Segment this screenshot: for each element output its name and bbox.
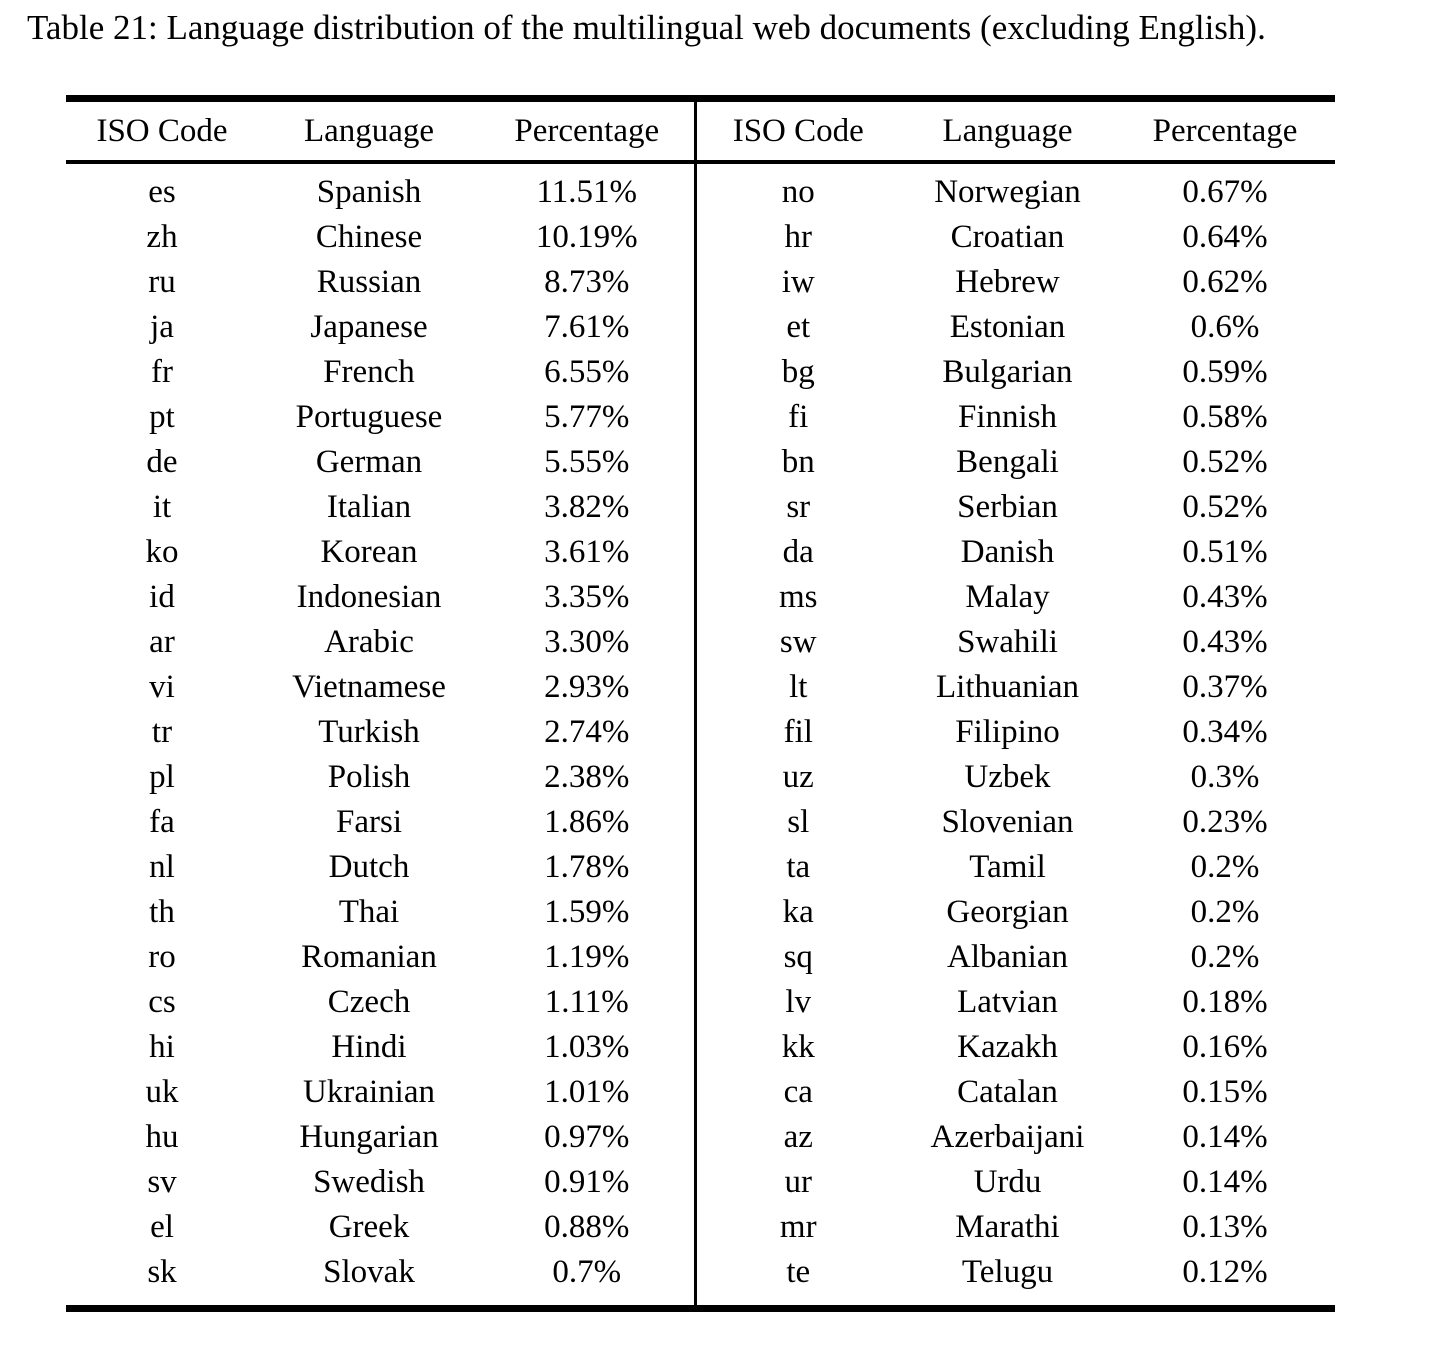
iso-code-cell: fa bbox=[149, 804, 175, 840]
language-cell: Finnish bbox=[957, 399, 1058, 435]
table-row bbox=[66, 890, 1335, 935]
language-cell: Ukrainian bbox=[303, 1074, 435, 1110]
header-percentage-left: Percentage bbox=[480, 99, 695, 163]
table-row bbox=[66, 1070, 1335, 1115]
language-cell: Uzbek bbox=[964, 759, 1051, 795]
table-row bbox=[66, 665, 1335, 710]
percentage-cell: 10.19% bbox=[535, 219, 638, 255]
percentage-cell: 5.55% bbox=[544, 444, 630, 480]
iso-code-cell: hr bbox=[695, 215, 900, 260]
percentage-cell: 0.14% bbox=[1182, 1119, 1268, 1155]
language-cell: Greek bbox=[328, 1209, 410, 1245]
iso-code-cell: ko bbox=[145, 534, 179, 570]
iso-code-cell: sl bbox=[695, 800, 900, 845]
header-language-right: Language bbox=[900, 99, 1115, 163]
percentage-cell: 1.19% bbox=[544, 939, 630, 975]
language-cell: Hebrew bbox=[955, 264, 1060, 300]
percentage-cell: 0.43% bbox=[1182, 624, 1268, 660]
language-cell: Korean bbox=[320, 534, 418, 570]
percentage-cell: 3.30% bbox=[544, 624, 630, 660]
language-cell: Polish bbox=[327, 759, 411, 795]
iso-code-cell: ro bbox=[148, 939, 176, 975]
percentage-cell: 0.51% bbox=[1182, 534, 1268, 570]
percentage-cell: 0.2% bbox=[1190, 939, 1260, 975]
table-row bbox=[66, 710, 1335, 755]
percentage-cell: 0.3% bbox=[1190, 759, 1260, 795]
table-row bbox=[66, 1205, 1335, 1250]
iso-code-cell: sr bbox=[695, 485, 900, 530]
iso-code-cell: ar bbox=[149, 624, 175, 660]
header-row bbox=[66, 99, 1335, 163]
percentage-cell: 0.12% bbox=[1182, 1254, 1268, 1290]
table-row bbox=[66, 845, 1335, 890]
iso-code-cell: lt bbox=[695, 665, 900, 710]
table-row bbox=[66, 530, 1335, 575]
iso-code-cell: mr bbox=[695, 1205, 900, 1250]
iso-code-cell: es bbox=[148, 174, 176, 210]
iso-code-cell: zh bbox=[146, 219, 178, 255]
iso-code-cell: ja bbox=[150, 309, 174, 345]
language-cell: Romanian bbox=[301, 939, 437, 975]
percentage-cell: 1.59% bbox=[544, 894, 630, 930]
language-cell: Georgian bbox=[946, 894, 1069, 930]
percentage-cell: 11.51% bbox=[536, 174, 637, 210]
percentage-cell: 1.78% bbox=[544, 849, 630, 885]
table-row bbox=[66, 1025, 1335, 1070]
percentage-cell: 0.91% bbox=[544, 1164, 630, 1200]
table-body bbox=[66, 162, 1335, 1309]
language-cell: Hindi bbox=[331, 1029, 407, 1065]
language-cell: Swedish bbox=[313, 1164, 425, 1200]
language-cell: Norwegian bbox=[934, 174, 1081, 210]
iso-code-cell: uk bbox=[145, 1074, 179, 1110]
iso-code-cell: sk bbox=[147, 1254, 177, 1290]
language-cell: Danish bbox=[960, 534, 1055, 570]
iso-code-cell: pl bbox=[149, 759, 175, 795]
language-cell: Malay bbox=[965, 579, 1050, 615]
iso-code-cell: az bbox=[695, 1115, 900, 1160]
language-cell: Lithuanian bbox=[936, 669, 1079, 705]
language-cell: Farsi bbox=[336, 804, 402, 840]
language-cell: Serbian bbox=[957, 489, 1058, 525]
language-cell: Telugu bbox=[961, 1254, 1054, 1290]
iso-code-cell: tr bbox=[151, 714, 173, 750]
percentage-cell: 0.7% bbox=[552, 1254, 622, 1290]
iso-code-cell: cs bbox=[148, 984, 176, 1020]
iso-code-cell: hi bbox=[149, 1029, 175, 1065]
percentage-cell: 0.43% bbox=[1182, 579, 1268, 615]
language-cell: Slovak bbox=[323, 1254, 415, 1290]
percentage-cell: 0.52% bbox=[1182, 489, 1268, 525]
table-row bbox=[66, 440, 1335, 485]
iso-code-cell: te bbox=[695, 1250, 900, 1309]
language-cell: Marathi bbox=[955, 1209, 1060, 1245]
iso-code-cell: fil bbox=[695, 710, 900, 755]
header-iso-code-right: ISO Code bbox=[695, 99, 900, 163]
iso-code-cell: bn bbox=[695, 440, 900, 485]
language-cell: Dutch bbox=[328, 849, 410, 885]
percentage-cell: 1.86% bbox=[544, 804, 630, 840]
iso-code-cell: et bbox=[695, 305, 900, 350]
table-caption: Table 21: Language distribution of the multilingual web documents (excluding English). bbox=[27, 8, 1266, 47]
iso-code-cell: id bbox=[149, 579, 175, 615]
percentage-cell: 2.38% bbox=[544, 759, 630, 795]
table-row bbox=[66, 800, 1335, 845]
iso-code-cell: sv bbox=[147, 1164, 177, 1200]
iso-code-cell: ca bbox=[695, 1070, 900, 1115]
percentage-cell: 1.01% bbox=[544, 1074, 630, 1110]
percentage-cell: 0.97% bbox=[544, 1119, 630, 1155]
percentage-cell: 0.13% bbox=[1182, 1209, 1268, 1245]
table-row bbox=[66, 485, 1335, 530]
iso-code-cell: de bbox=[146, 444, 178, 480]
percentage-cell: 0.34% bbox=[1182, 714, 1268, 750]
table-row bbox=[66, 350, 1335, 395]
percentage-cell: 0.2% bbox=[1190, 894, 1260, 930]
language-cell: Chinese bbox=[315, 219, 423, 255]
percentage-cell: 3.35% bbox=[544, 579, 630, 615]
language-cell: Japanese bbox=[310, 309, 428, 345]
iso-code-cell: da bbox=[695, 530, 900, 575]
language-cell: Catalan bbox=[957, 1074, 1058, 1110]
language-cell: German bbox=[315, 444, 423, 480]
percentage-cell: 2.74% bbox=[544, 714, 630, 750]
language-cell: Swahili bbox=[957, 624, 1058, 660]
language-cell: Bulgarian bbox=[942, 354, 1073, 390]
table-row bbox=[66, 1115, 1335, 1160]
percentage-cell: 3.61% bbox=[544, 534, 630, 570]
language-cell: Urdu bbox=[973, 1164, 1042, 1200]
language-cell: Vietnamese bbox=[292, 669, 446, 705]
percentage-cell: 0.67% bbox=[1182, 174, 1268, 210]
language-cell: Turkish bbox=[318, 714, 420, 750]
iso-code-cell: ru bbox=[148, 264, 176, 300]
percentage-cell: 0.59% bbox=[1182, 354, 1268, 390]
percentage-cell: 0.23% bbox=[1182, 804, 1268, 840]
language-cell: Estonian bbox=[949, 309, 1066, 345]
iso-code-cell: fr bbox=[151, 354, 173, 390]
percentage-cell: 0.62% bbox=[1182, 264, 1268, 300]
iso-code-cell: lv bbox=[695, 980, 900, 1025]
table-row bbox=[66, 162, 1335, 215]
iso-code-cell: sq bbox=[695, 935, 900, 980]
language-distribution-table bbox=[66, 95, 1335, 1312]
percentage-cell: 0.64% bbox=[1182, 219, 1268, 255]
language-cell: Albanian bbox=[947, 939, 1068, 975]
language-cell: Filipino bbox=[955, 714, 1060, 750]
table-row bbox=[66, 395, 1335, 440]
iso-code-cell: ka bbox=[695, 890, 900, 935]
table-row bbox=[66, 575, 1335, 620]
language-cell: Spanish bbox=[316, 174, 422, 210]
iso-code-cell: no bbox=[695, 162, 900, 215]
table-header bbox=[66, 99, 1335, 163]
percentage-cell: 0.2% bbox=[1190, 849, 1260, 885]
table-row bbox=[66, 980, 1335, 1025]
language-cell: Italian bbox=[326, 489, 412, 525]
iso-code-cell: kk bbox=[695, 1025, 900, 1070]
table-row bbox=[66, 305, 1335, 350]
iso-code-cell: fi bbox=[695, 395, 900, 440]
percentage-cell: 0.16% bbox=[1182, 1029, 1268, 1065]
percentage-cell: 0.37% bbox=[1182, 669, 1268, 705]
language-cell: French bbox=[323, 354, 415, 390]
table-row bbox=[66, 1250, 1335, 1309]
language-cell: Hungarian bbox=[299, 1119, 439, 1155]
iso-code-cell: th bbox=[149, 894, 175, 930]
percentage-cell: 0.6% bbox=[1190, 309, 1260, 345]
language-cell: Portuguese bbox=[295, 399, 443, 435]
language-cell: Bengali bbox=[956, 444, 1059, 480]
percentage-cell: 2.93% bbox=[544, 669, 630, 705]
percentage-cell: 7.61% bbox=[544, 309, 630, 345]
table-row bbox=[66, 620, 1335, 665]
language-cell: Czech bbox=[327, 984, 411, 1020]
table-row bbox=[66, 260, 1335, 305]
iso-code-cell: el bbox=[150, 1209, 174, 1245]
language-cell: Kazakh bbox=[957, 1029, 1058, 1065]
language-cell: Slovenian bbox=[941, 804, 1074, 840]
percentage-cell: 5.77% bbox=[544, 399, 630, 435]
iso-code-cell: it bbox=[152, 489, 172, 525]
percentage-cell: 6.55% bbox=[544, 354, 630, 390]
language-cell: Arabic bbox=[324, 624, 414, 660]
header-percentage-right: Percentage bbox=[1115, 99, 1335, 163]
language-cell: Tamil bbox=[969, 849, 1046, 885]
header-language-left: Language bbox=[258, 99, 480, 163]
iso-code-cell: sw bbox=[695, 620, 900, 665]
percentage-cell: 0.18% bbox=[1182, 984, 1268, 1020]
language-cell: Thai bbox=[338, 894, 400, 930]
table-row bbox=[66, 1160, 1335, 1205]
iso-code-cell: bg bbox=[695, 350, 900, 395]
language-cell: Russian bbox=[316, 264, 422, 300]
header-iso-code-left: ISO Code bbox=[66, 99, 258, 163]
table-row bbox=[66, 215, 1335, 260]
table-row bbox=[66, 935, 1335, 980]
percentage-cell: 0.14% bbox=[1182, 1164, 1268, 1200]
iso-code-cell: vi bbox=[149, 669, 175, 705]
percentage-cell: 1.03% bbox=[544, 1029, 630, 1065]
percentage-cell: 0.15% bbox=[1182, 1074, 1268, 1110]
percentage-cell: 1.11% bbox=[544, 984, 629, 1020]
percentage-cell: 0.58% bbox=[1182, 399, 1268, 435]
iso-code-cell: ur bbox=[695, 1160, 900, 1205]
language-cell: Azerbaijani bbox=[930, 1119, 1085, 1155]
iso-code-cell: ta bbox=[695, 845, 900, 890]
percentage-cell: 3.82% bbox=[544, 489, 630, 525]
iso-code-cell: hu bbox=[145, 1119, 179, 1155]
language-cell: Latvian bbox=[957, 984, 1058, 1020]
table-row bbox=[66, 755, 1335, 800]
language-cell: Indonesian bbox=[296, 579, 442, 615]
percentage-cell: 0.88% bbox=[544, 1209, 630, 1245]
iso-code-cell: pt bbox=[149, 399, 175, 435]
percentage-cell: 8.73% bbox=[544, 264, 630, 300]
iso-code-cell: ms bbox=[695, 575, 900, 620]
iso-code-cell: nl bbox=[149, 849, 175, 885]
iso-code-cell: uz bbox=[695, 755, 900, 800]
iso-code-cell: iw bbox=[695, 260, 900, 305]
percentage-cell: 0.52% bbox=[1182, 444, 1268, 480]
language-cell: Croatian bbox=[950, 219, 1065, 255]
